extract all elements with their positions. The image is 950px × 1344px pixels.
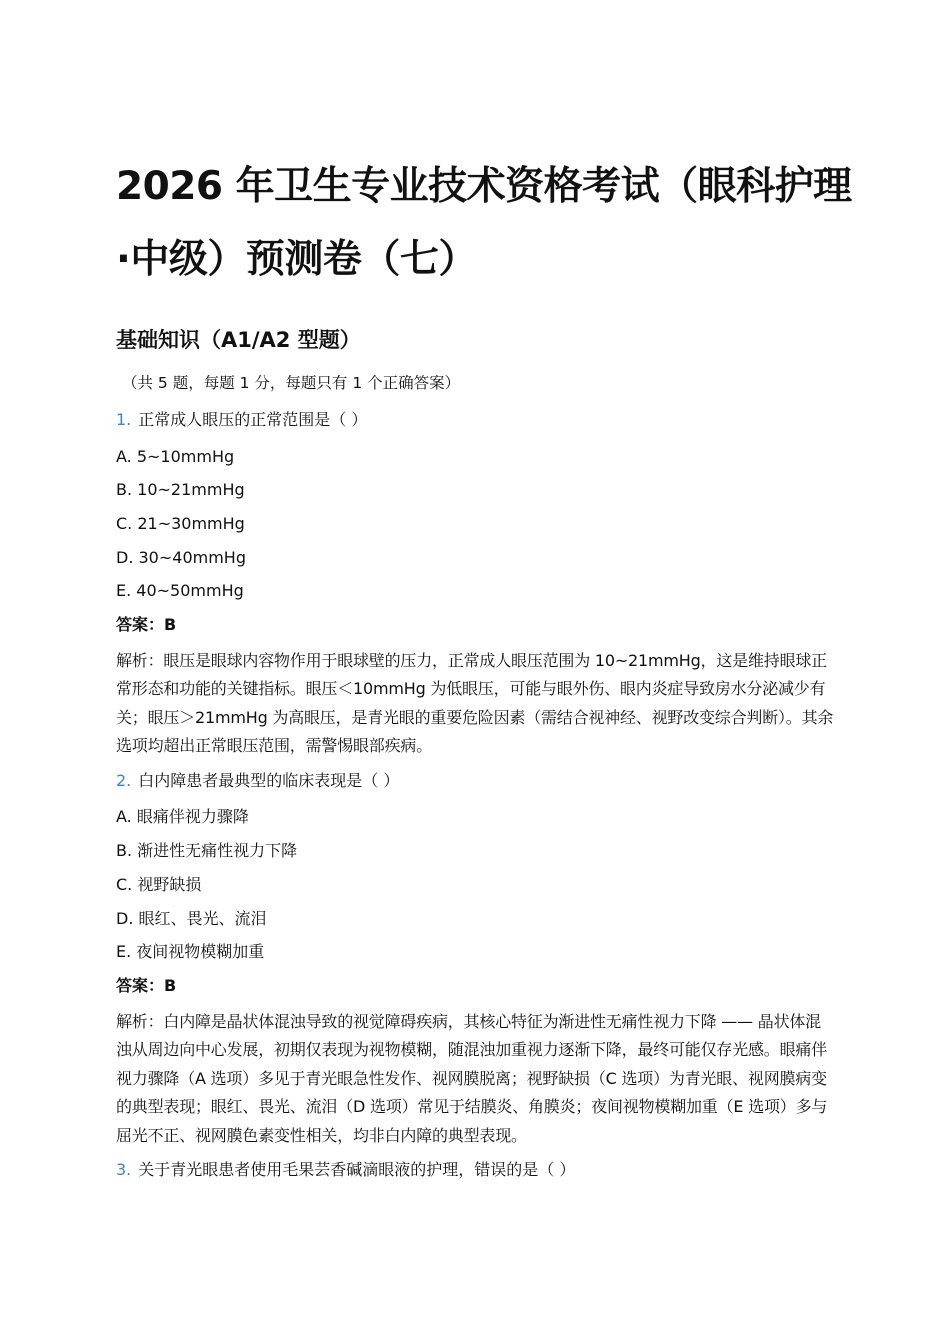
question-text: 正常成人眼压的正常范围是（ ） bbox=[138, 410, 368, 429]
question-text: 关于青光眼患者使用毛果芸香碱滴眼液的护理，错误的是（ ） bbox=[138, 1160, 576, 1180]
option-b: B. 渐进性无痛性视力下降 bbox=[116, 841, 298, 861]
option-c: C. 21~30mmHg bbox=[116, 513, 245, 533]
option-a: A. 5~10mmHg bbox=[116, 446, 235, 466]
option-b: B. 10~21mmHg bbox=[116, 480, 245, 500]
question-stem bbox=[116, 767, 836, 795]
question-number: 1. bbox=[116, 410, 132, 429]
section-note: （共 5 题，每题 1 分，每题只有 1 个正确答案） bbox=[122, 374, 461, 392]
question-3 bbox=[116, 1156, 836, 1184]
option-d: D. 眼红、畏光、流泪 bbox=[116, 908, 267, 928]
document-body bbox=[116, 369, 836, 1193]
section-heading: 基础知识（A1/A2 型题） bbox=[116, 328, 361, 352]
question-number: 2. bbox=[116, 770, 132, 790]
question-stem bbox=[116, 1156, 836, 1184]
explanation: 解析：眼压是眼球内容物作用于眼球壁的压力，正常成人眼压范围为 10~21mmHg，这是维持眼球正常形态和功能的关键指标。眼压＜10mmHg 为低眼压，可能与眼外伤、眼内炎症导致房水分泌减少有关；眼压＞21mmHg 为高眼压，是青光眼的重要危险因素（需结合视神经、视野改变综合判断）。其余选项均超出正常眼压范围，需警惕眼部疾病。 bbox=[116, 650, 834, 756]
option-d: D. 30~40mmHg bbox=[116, 547, 246, 567]
answer: 答案：B bbox=[116, 614, 177, 634]
question-2 bbox=[116, 767, 836, 1150]
question-text: 白内障患者最典型的临床表现是（ ） bbox=[138, 770, 400, 790]
question-1 bbox=[116, 406, 836, 761]
question-number: 3. bbox=[116, 1160, 132, 1180]
option-c: C. 视野缺损 bbox=[116, 874, 202, 894]
option-a: A. 眼痛伴视力骤降 bbox=[116, 807, 249, 827]
answer: 答案：B bbox=[116, 975, 177, 995]
question-stem bbox=[116, 406, 836, 434]
option-e: E. 40~50mmHg bbox=[116, 581, 244, 601]
explanation: 解析：白内障是晶状体混浊导致的视觉障碍疾病，其核心特征为渐进性无痛性视力下降 —— 晶状体混浊从周边向中心发展，初期仅表现为视物模糊，随混浊加重视力逐渐下降，最终可能仅存光感。眼痛伴视力骤降（A 选项）多见于青光眼急性发作、视网膜脱离；视野缺损（C 选项）为青光眼、视网膜病变的典型表现；眼红、畏光、流泪（D 选项）常见于结膜炎、角膜炎；夜间视物模糊加重（E 选项）多与屈光不正、视网膜色素变性相关，均非白内障的典型表现。 bbox=[116, 1011, 828, 1145]
option-e: E. 夜间视物模糊加重 bbox=[116, 942, 265, 962]
document-title: 2026 年卫生专业技术资格考试（眼科护理·中级）预测卷（七） bbox=[116, 164, 852, 282]
